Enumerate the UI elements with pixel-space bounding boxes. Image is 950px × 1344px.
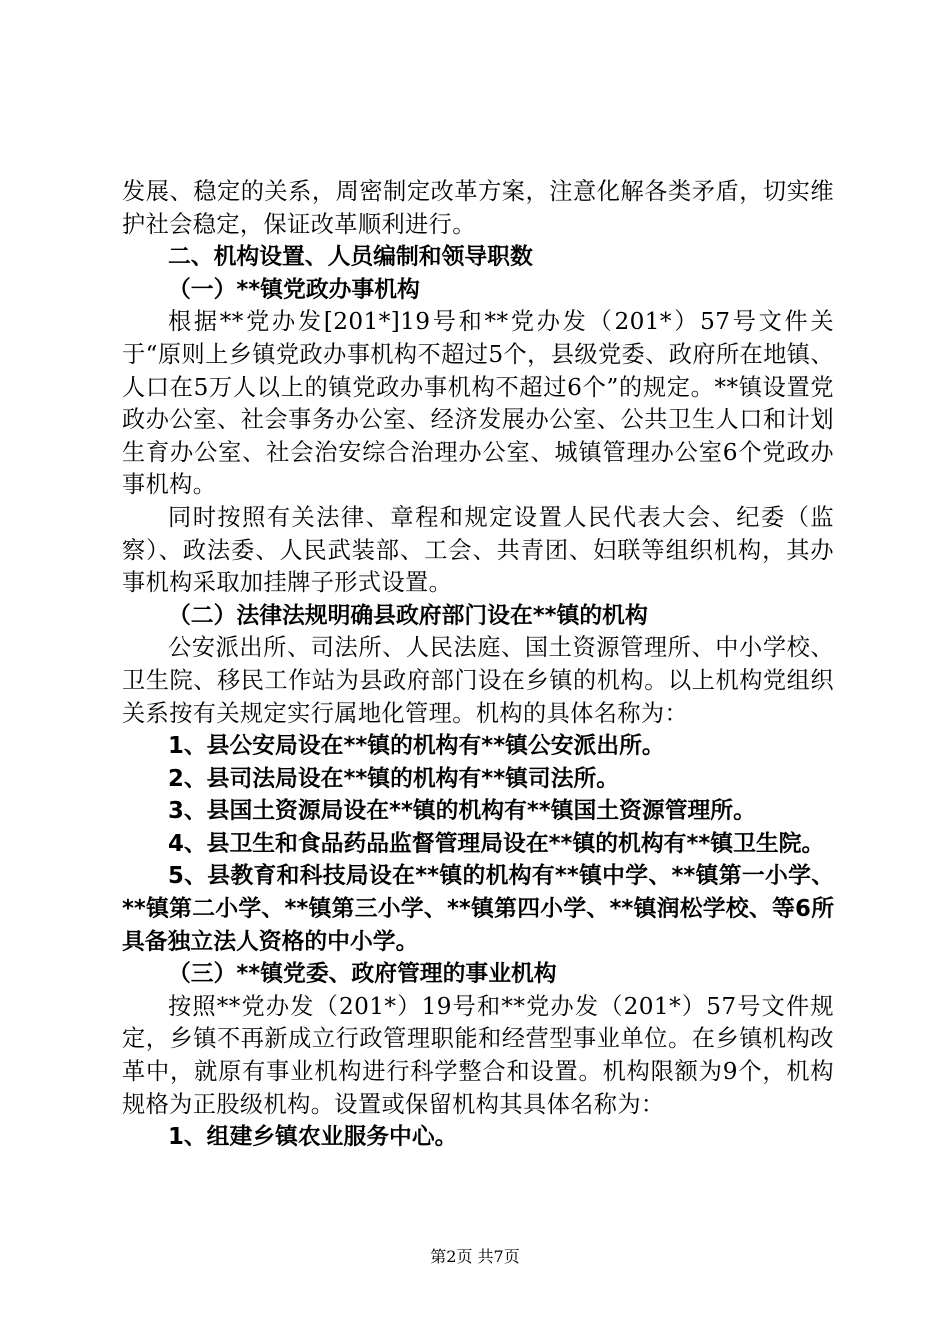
subsection-heading-2: （二）法律法规明确县政府部门设在**镇的机构 xyxy=(168,602,648,629)
page-number: 第2页 共7页 xyxy=(430,1247,520,1266)
list-item: 4、县卫生和食品药品监督管理局设在**镇的机构有**镇卫生院。 xyxy=(168,830,825,857)
document-body xyxy=(122,176,834,1154)
list-item: 3、县国土资源局设在**镇的机构有**镇国土资源管理所。 xyxy=(168,798,756,825)
paragraph-continuation: 发展、稳定的关系，周密制定改革方案，注意化解各类矛盾，切实维护社会稳定，保证改革顺利进行。 xyxy=(122,178,834,238)
list-item: 1、县公安局设在**镇的机构有**镇公安派出所。 xyxy=(168,733,665,760)
paragraph-organizations: 同时按照有关法律、章程和规定设置人民代表大会、纪委（监察）、政法委、人民武装部、工会、共青团、妇联等组织机构，其办事机构采取加挂牌子形式设置。 xyxy=(122,503,834,597)
list-item: 5、县教育和科技局设在**镇的机构有**镇中学、**镇第一小学、**镇第二小学、**镇第三小学、**镇第四小学、**镇润松学校、等6所具备独立法人资格的中小学。 xyxy=(122,863,834,955)
paragraph-public-institutions: 按照**党办发（201*）19号和**党办发（201*）57号文件规定，乡镇不再新成立行政管理职能和经营型事业单位。在乡镇机构改革中，就原有事业机构进行科学整合和设置。机构限额为9个，机构规格为正股级机构。设置或保留机构其具体名称为： xyxy=(122,992,834,1118)
subsection-heading-3: （三）**镇党委、政府管理的事业机构 xyxy=(168,961,557,988)
list-item: 1、组建乡镇农业服务中心。 xyxy=(168,1124,458,1151)
section-heading-2: 二、机构设置、人员编制和领导职数 xyxy=(168,244,533,271)
paragraph-party-office: 根据**党办发[201*]19号和**党办发（201*）57号文件关于“原则上乡镇党政办事机构不超过5个，县级党委、政府所在地镇、人口在5万人以上的镇党政办事机构不超过6个”的规定。**镇设置党政办公室、社会事务办公室、经济发展办公室、公共卫生人口和计划生育办公室、社会治安综合治理办公室、城镇管理办公室6个党政办事机构。 xyxy=(122,308,834,499)
list-item: 2、县司法局设在**镇的机构有**镇司法所。 xyxy=(168,765,620,792)
paragraph-county-departments: 公安派出所、司法所、人民法庭、国土资源管理所、中小学校、卫生院、移民工作站为县政府部门设在乡镇的机构。以上机构党组织关系按有关规定实行属地化管理。机构的具体名称为： xyxy=(122,634,834,727)
subsection-heading-1: （一）**镇党政办事机构 xyxy=(168,276,420,303)
